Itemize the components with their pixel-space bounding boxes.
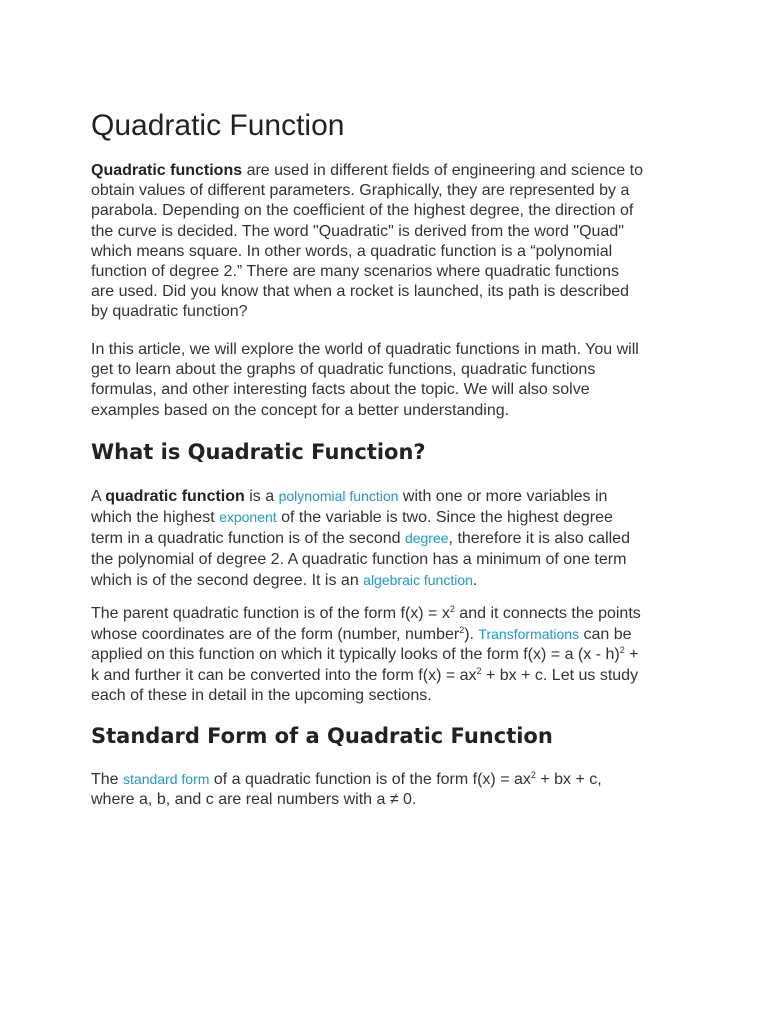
text-line: each of these in detail in the upcoming sections. bbox=[91, 686, 432, 704]
text-line: which means square. In other words, a quadratic function is a “polynomial bbox=[91, 242, 613, 260]
text-line bbox=[91, 624, 691, 645]
text-segment: k and further it can be converted into the form f(x) = ax bbox=[91, 666, 477, 684]
text-line bbox=[91, 645, 691, 665]
standard-form-paragraph bbox=[91, 769, 691, 810]
text-line: function of degree 2.” There are many scenarios where quadratic functions bbox=[91, 263, 619, 281]
text-line bbox=[91, 486, 691, 507]
bold-term: quadratic function bbox=[105, 488, 245, 505]
text-segment: + bx + c, bbox=[535, 771, 602, 788]
superscript: 2 bbox=[459, 625, 465, 636]
text-line: parabola. Depending on the coefficient of the highest degree, the direction of bbox=[91, 202, 634, 220]
text-line: obtain values of different parameters. Graphically, they are represented by a bbox=[91, 182, 630, 200]
text-line: In this article, we will explore the world of quadratic functions in math. You will bbox=[91, 341, 639, 358]
text-segment: ). bbox=[464, 626, 479, 644]
text-segment: which the highest bbox=[91, 509, 220, 527]
text-segment: and it connects the points bbox=[454, 605, 641, 622]
text-line bbox=[91, 769, 691, 790]
definition-paragraph bbox=[91, 486, 691, 591]
text-segment: of a quadratic function is of the form f(x) = ax bbox=[209, 771, 531, 788]
text-segment: is a bbox=[244, 488, 279, 505]
text-line: get to learn about the graphs of quadratic functions, quadratic functions bbox=[91, 361, 596, 379]
text-line: by quadratic function? bbox=[91, 303, 248, 321]
text-segment: A bbox=[91, 488, 106, 505]
text-segment: The bbox=[91, 771, 124, 788]
link-polynomial-function[interactable]: polynomial function bbox=[278, 488, 399, 504]
text-line bbox=[91, 570, 691, 591]
link-exponent[interactable]: exponent bbox=[219, 509, 277, 526]
text-segment: term in a quadratic function is of the second bbox=[91, 530, 405, 548]
page-title: Quadratic Function bbox=[91, 109, 345, 142]
text-segment: with one or more variables in bbox=[398, 488, 608, 505]
text-segment: . bbox=[472, 571, 478, 589]
text-line: formulas, and other interesting facts about the topic. We will also solve bbox=[91, 381, 590, 399]
section-heading-what-is: What is Quadratic Function? bbox=[91, 440, 426, 464]
text-segment: are used in different fields of engineering and science to bbox=[242, 162, 643, 179]
text-segment: can be bbox=[579, 626, 632, 644]
link-algebraic-function[interactable]: algebraic function bbox=[363, 571, 473, 588]
text-line bbox=[91, 604, 691, 624]
bold-term: Quadratic functions bbox=[91, 162, 243, 179]
text-line bbox=[91, 507, 691, 528]
text-segment: whose coordinates are of the form (number, number bbox=[91, 626, 460, 644]
text-line: examples based on the concept for a better understanding. bbox=[91, 401, 510, 419]
link-degree[interactable]: degree bbox=[404, 530, 449, 547]
text-line bbox=[91, 161, 691, 181]
text-segment: applied on this function on which it typically looks of the form f(x) = a (x - h) bbox=[91, 646, 620, 664]
superscript: 2 bbox=[530, 770, 536, 780]
text-segment: + bx + c. Let us study bbox=[481, 666, 639, 684]
link-transformations[interactable]: Transformations bbox=[478, 626, 580, 643]
text-segment: The parent quadratic function is of the form f(x) = x bbox=[91, 605, 450, 622]
parent-function-paragraph bbox=[91, 604, 691, 706]
intro-paragraph-2 bbox=[91, 340, 691, 421]
text-line: where a, b, and c are real numbers with a ≠ 0. bbox=[91, 791, 417, 809]
text-segment: which is of the second degree. It is an bbox=[91, 571, 364, 589]
text-segment: , therefore it is also called bbox=[448, 530, 630, 548]
text-segment: of the variable is two. Since the highest degree bbox=[276, 509, 613, 527]
section-heading-standard-form: Standard Form of a Quadratic Function bbox=[91, 724, 553, 748]
intro-paragraph-1 bbox=[91, 161, 691, 323]
text-line: are used. Did you know that when a rocket is launched, its path is described bbox=[91, 283, 630, 301]
text-line bbox=[91, 528, 691, 549]
text-line: the curve is decided. The word "Quadratic" is derived from the word "Quad" bbox=[91, 222, 624, 240]
superscript: 2 bbox=[449, 604, 455, 614]
text-line bbox=[91, 666, 691, 686]
superscript: 2 bbox=[619, 645, 625, 656]
link-standard-form[interactable]: standard form bbox=[123, 771, 210, 787]
superscript: 2 bbox=[476, 665, 482, 676]
text-segment: + bbox=[624, 646, 639, 664]
text-line: the polynomial of degree 2. A quadratic function has a minimum of one term bbox=[91, 550, 627, 568]
